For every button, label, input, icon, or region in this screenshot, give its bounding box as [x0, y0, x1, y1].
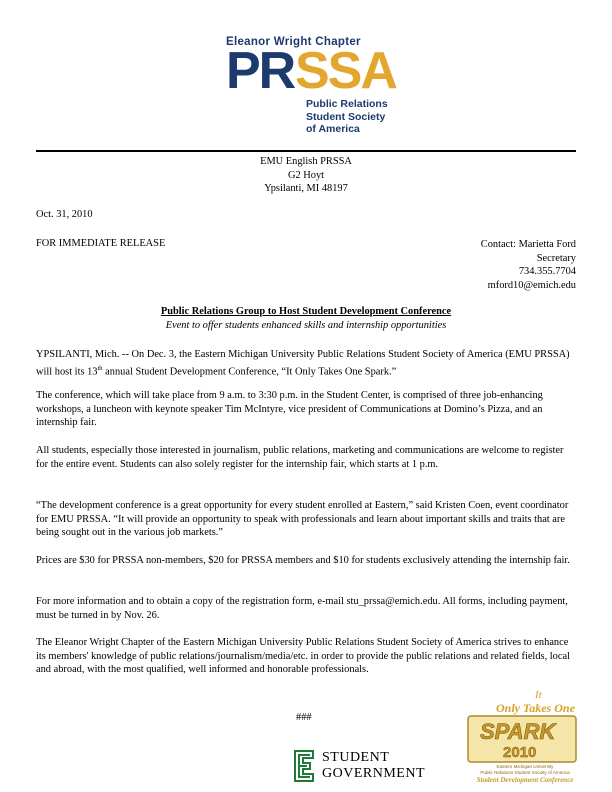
paragraph-text: annual Student Development Conference, “It Only Takes One Spark.” — [102, 365, 397, 377]
address-line: Ypsilanti, MI 48197 — [264, 183, 348, 194]
logo-text: Eastern Michigan University — [496, 764, 554, 769]
logo-pr-letters: PR — [226, 42, 295, 100]
header-divider — [36, 150, 576, 152]
contact-title: Secretary — [536, 252, 576, 264]
paragraph-1 — [36, 348, 576, 378]
logo-text: Public Relations Student Society of America — [480, 770, 570, 775]
paragraph-6: For more information and to obtain a copy of the registration form, e-mail stu_prssa@emich.edu. All forms, including payment, must be turned in by Nov. 26. — [36, 596, 568, 621]
subheadline: Event to offer students enhanced skills and internship opportunities — [165, 320, 447, 331]
logo-subtitle-line: Public Relations — [306, 98, 388, 110]
e-block-icon — [294, 750, 314, 782]
end-mark: ### — [296, 712, 312, 723]
paragraph-7: The Eleanor Wright Chapter of the Eastern Michigan University Public Relations Student Society of America strives to enhance its members' knowledge of public relations/journalism/media/etc. in order to provide the public relations and related fields, local and abroad, with the most qualified, well informed and honorable professionals. — [36, 637, 570, 675]
student-government-text — [322, 750, 425, 782]
contact-block — [481, 238, 576, 292]
logo-text: Student Development Conference — [476, 776, 574, 784]
logo-subtitle-line: Student Society — [306, 110, 386, 123]
paragraph-text: YPSILANTI, Mich. -- On Dec. 3, the Eastern Michigan University Public Relations Student Society of America (EMU PRSSA) will host its 13 — [36, 349, 570, 377]
contact-phone: 734.355.7704 — [518, 266, 576, 277]
release-label: FOR IMMEDIATE RELEASE — [36, 238, 166, 249]
student-government-logo — [294, 750, 454, 784]
sg-line: GOVERNMENT — [322, 766, 425, 781]
contact-name: Contact: Marietta Ford — [480, 239, 576, 250]
release-date: Oct. 31, 2010 — [36, 209, 93, 220]
paragraph-2: The conference, which will take place from 9 a.m. to 3:30 p.m. in the Student Center, is comprised of three job-enhancing workshops, a luncheon with keynote speaker Tim McIntyre, vice president of Communications at Domino’s Pizza, and an internship fair. — [36, 390, 543, 428]
logo-text: Only Takes One — [496, 701, 575, 715]
paragraph-5: Prices are $30 for PRSSA non-members, $20 for PRSSA members and $10 for students exclusively attending the internship fair. — [36, 555, 570, 566]
address-line: EMU English PRSSA — [260, 156, 352, 167]
address-line: G2 Hoyt — [287, 169, 325, 181]
paragraph-3: All students, especially those interested in journalism, public relations, marketing and communications are welcome to register for the entire event. Students can also solely register for the internship fair, which starts at 1 p.m. — [36, 445, 564, 470]
logo-text: SPARK — [480, 719, 556, 744]
ordinal-suffix: th — [97, 364, 103, 372]
logo-text: It — [535, 689, 542, 701]
logo-subtitle-line: of America — [306, 123, 360, 135]
spark-conference-logo — [460, 686, 590, 786]
headline: Public Relations Group to Host Student Development Conference — [160, 306, 452, 317]
logo-subtitle — [306, 98, 388, 136]
sg-line: STUDENT — [322, 750, 390, 765]
logo-ssa-letters: SSA — [295, 42, 396, 100]
address-block — [36, 155, 576, 196]
logo-chapter-name: Eleanor Wright Chapter — [226, 36, 361, 48]
paragraph-4: “The development conference is a great opportunity for every student enrolled at Eastern,” said Kristen Coen, event coordinator for EMU PRSSA. “It will provide an opportunity to speak with professionals and learn about important skills and traits that are being sought out in the various job markets.” — [36, 500, 569, 538]
contact-email[interactable]: mford10@emich.edu — [487, 279, 576, 291]
logo-text: 2010 — [503, 744, 537, 761]
